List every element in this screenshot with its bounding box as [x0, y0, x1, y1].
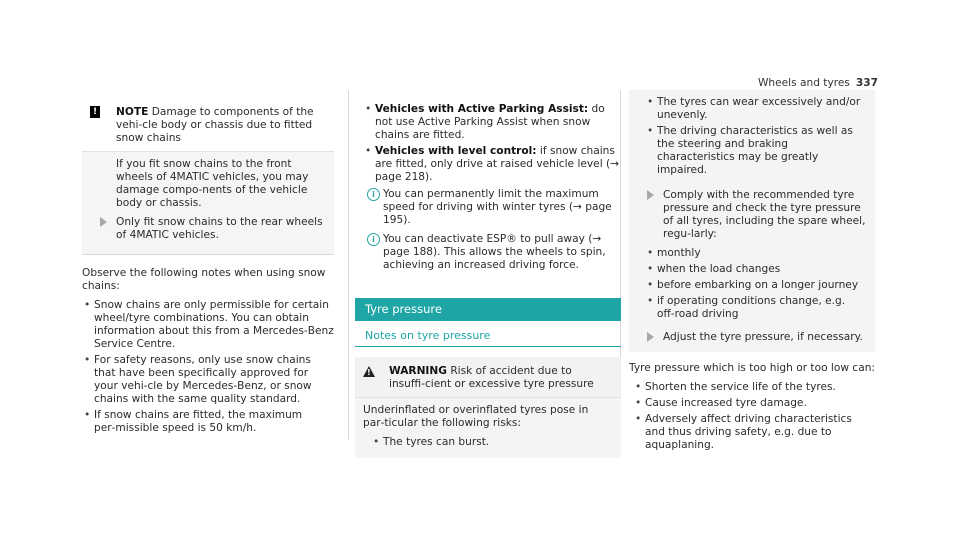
note-body [82, 151, 334, 254]
list-item: • when the load changes [645, 263, 867, 276]
tip-text: You can permanently limit the maximum speed for driving with winter tyres (→ page 195). [383, 188, 612, 226]
list-item: • Adversely affect driving characteristics and thus driving safety, e.g. due to aquaplaning. [633, 413, 875, 452]
tip [367, 188, 621, 227]
item-label: Vehicles with level control: [375, 145, 537, 157]
list-item: • monthly [645, 247, 867, 260]
warning-triangle-icon [363, 366, 375, 377]
warning-body [355, 397, 621, 458]
tip-text: You can deactivate ESP® to pull away (→ page 188). This allows the wheels to spin, achieving an increased driving force. [383, 233, 606, 271]
tip [367, 233, 621, 272]
running-header [758, 77, 878, 90]
page-number: 337 [855, 77, 878, 89]
note-label: NOTE [116, 106, 149, 118]
exclamation-icon: ! [90, 106, 100, 118]
item-text: if snow chains are fitted, only drive at raised vehicle level (→ page 218). [375, 145, 620, 183]
warning-list [363, 436, 613, 449]
step-text: Adjust the tyre pressure, if necessary. [663, 331, 863, 343]
list-item: • The tyres can burst. [371, 436, 613, 449]
after-text: Tyre pressure which is too high or too low can: [629, 362, 875, 374]
warning-box [355, 357, 621, 458]
note-text: Damage to components of the vehi‑cle body or chassis due to fitted snow chains [116, 106, 314, 144]
risk-list [637, 96, 867, 177]
list-item: • If snow chains are fitted, the maximum per‑missible speed is 50 km/h. [82, 409, 334, 435]
warning-text: Risk of accident due to insuffi‑cient or excessive tyre pressure [389, 365, 594, 390]
note-body-text: If you fit snow chains to the front wheels of 4MATIC vehicles, you may damage compo‑nents of the vehicle body or chassis. [116, 158, 309, 209]
warning-continuation [629, 90, 875, 352]
warning-body-text: Underinflated or overinflated tyres pose in par‑ticular the following risks: [363, 404, 589, 429]
warning-label: WARNING [389, 365, 447, 377]
list-item: • Shorten the service life of the tyres. [633, 381, 875, 394]
schedule-list [637, 247, 867, 321]
arrow-right-icon [100, 217, 107, 227]
list-item: • Cause increased tyre damage. [633, 397, 875, 410]
column-left [82, 90, 334, 438]
list-item: • Snow chains are only permissible for certain wheel/tyre combinations. You can obtain information about this from a Mercedes‑Benz Service Centre. [82, 299, 334, 351]
list-item [363, 103, 621, 142]
item-label: Vehicles with Active Parking Assist: [375, 103, 589, 115]
column-middle [355, 103, 621, 458]
arrow-right-icon [647, 332, 654, 342]
arrow-right-icon [647, 190, 654, 200]
info-icon: i [367, 188, 380, 201]
snow-chain-list [82, 299, 334, 435]
list-item: • The tyres can wear excessively and/or unevenly. [645, 96, 867, 122]
warning-mark: ! [367, 368, 371, 377]
note-header [82, 90, 334, 151]
step-text: Comply with the recommended tyre pressure and check the tyre pressure of all tyres, including the spare wheel, regu‑larly: [663, 189, 866, 240]
note-step [90, 216, 326, 242]
list-item: • before embarking on a longer journey [645, 279, 867, 292]
section-title: Tyre pressure [355, 298, 621, 321]
effects-list [629, 381, 875, 452]
warning-header [355, 357, 621, 397]
vehicle-list [355, 103, 621, 184]
item-text: do not use Active Parking Assist when snow chains are fitted. [375, 103, 605, 141]
note-box [82, 90, 334, 255]
list-item: • The driving characteristics as well as the steering and braking characteristics may be greatly impaired. [645, 125, 867, 177]
check-step [637, 189, 867, 241]
section-name: Wheels and tyres [757, 77, 850, 89]
list-item: • For safety reasons, only use snow chains that have been specifically approved for your vehi‑cle by Mercedes‑Benz, or snow chains with the same quality standard. [82, 354, 334, 406]
subsection-title: Notes on tyre pressure [355, 321, 621, 347]
intro-text: Observe the following notes when using snow chains: [82, 267, 326, 292]
note-step-text: Only fit snow chains to the rear wheels of 4MATIC vehicles. [116, 216, 323, 241]
adjust-step [637, 331, 867, 344]
list-item [363, 145, 621, 184]
info-icon: i [367, 233, 380, 246]
column-right [629, 96, 875, 455]
column-divider [348, 90, 349, 440]
list-item: • if operating conditions change, e.g. off‑road driving [645, 295, 867, 321]
